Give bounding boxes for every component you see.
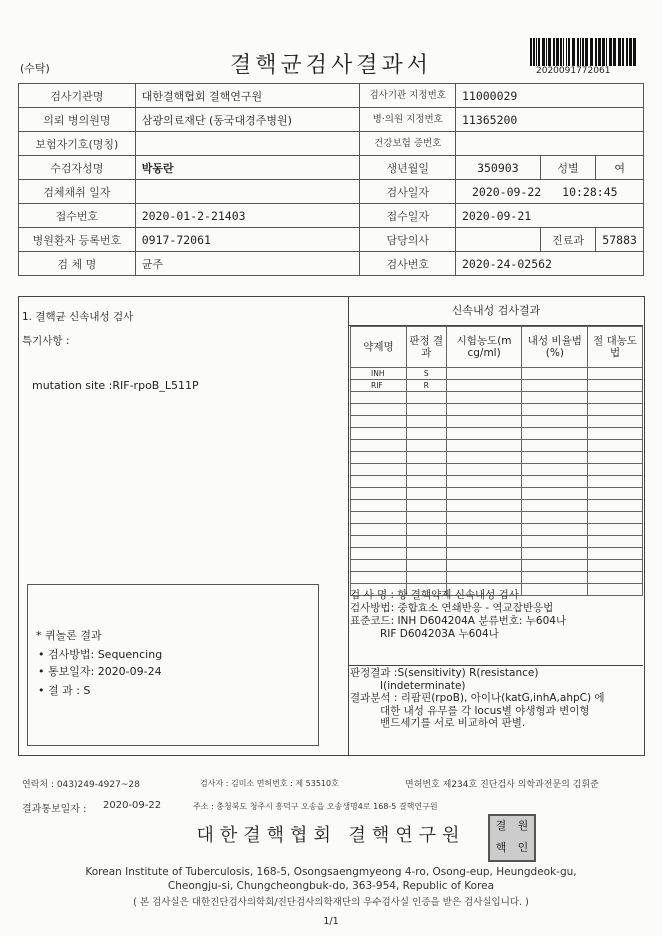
page-title: 결핵균검사결과서 xyxy=(229,53,433,78)
empty-row xyxy=(351,392,643,404)
barcode-bar xyxy=(590,38,593,66)
empty-cell xyxy=(446,560,522,572)
empty-cell xyxy=(406,560,446,572)
empty-cell xyxy=(446,524,522,536)
empty-cell xyxy=(522,476,588,488)
test-no-value: 2020-24-02562 xyxy=(455,252,643,276)
quinolone-title: * 퀴놀론 결과 xyxy=(36,629,102,642)
specimen-value: 균주 xyxy=(135,252,360,276)
examiner: 검사자 : 김미소 면허번호 : 제 53510호 xyxy=(200,779,339,788)
empty-cell xyxy=(522,572,588,584)
director: 면허번호 제234호 진단검사 의학과전문의 김휘준 xyxy=(405,780,599,790)
empty-cell xyxy=(351,464,407,476)
empty-cell xyxy=(446,512,522,524)
patient-label: 수검자성명 xyxy=(19,156,136,180)
barcode-bar xyxy=(606,38,607,66)
empty-cell xyxy=(446,440,522,452)
barcode-bar xyxy=(553,38,555,66)
mutation-site: mutation site :RIF-rpoB_L511P xyxy=(32,379,199,392)
stamp-char: 결 xyxy=(495,819,507,832)
empty-cell xyxy=(406,452,446,464)
agency-label: 검사기관명 xyxy=(19,84,136,108)
patient-value: 박동란 xyxy=(135,156,360,180)
abs-cell xyxy=(588,368,643,380)
empty-cell xyxy=(588,452,643,464)
drug-cell: INH xyxy=(351,368,407,380)
empty-cell xyxy=(406,440,446,452)
empty-cell xyxy=(522,416,588,428)
empty-row xyxy=(351,464,643,476)
empty-cell xyxy=(588,524,643,536)
empty-cell xyxy=(351,512,407,524)
empty-cell xyxy=(588,560,643,572)
empty-cell xyxy=(406,548,446,560)
barcode-bar xyxy=(546,38,547,66)
empty-cell xyxy=(522,464,588,476)
empty-cell xyxy=(522,548,588,560)
address-en-1: Korean Institute of Tuberculosis, 168-5, Osongsaengmyeong 4-ro, Osong-eup, Heungdeok-gu, xyxy=(85,866,577,878)
empty-cell xyxy=(446,464,522,476)
barcode-bar xyxy=(580,38,581,66)
col-abs: 절 대농도 법 xyxy=(588,327,643,368)
empty-row xyxy=(351,512,643,524)
empty-cell xyxy=(406,428,446,440)
empty-cell xyxy=(446,572,522,584)
empty-cell xyxy=(588,392,643,404)
hospital-value: 삼광의료재단 (동국대경주병원) xyxy=(135,108,360,132)
empty-cell xyxy=(522,404,588,416)
method-line: 표준코드: INH D604204A 분류번호: 누604나 xyxy=(350,615,567,627)
barcode-bar xyxy=(595,38,597,66)
empty-cell xyxy=(588,464,643,476)
empty-cell xyxy=(446,452,522,464)
section-title: 1. 결핵균 신속내성 검사 xyxy=(22,311,134,323)
empty-cell xyxy=(522,536,588,548)
patient-info-table xyxy=(18,83,644,276)
empty-row xyxy=(351,560,643,572)
barcode-bar xyxy=(560,38,562,66)
agency-no-label: 검사기관 지정번호 xyxy=(360,84,455,108)
empty-cell xyxy=(446,392,522,404)
seal-stamp xyxy=(488,814,536,862)
quinolone-notify-date: • 통보일자: 2020-09-24 xyxy=(38,665,162,678)
stamp-char: 원 xyxy=(517,819,529,832)
specimen-label: 검 체 명 xyxy=(19,252,136,276)
empty-cell xyxy=(588,548,643,560)
method-line: 검사방법: 중합효소 연쇄반응 - 역교잡반응법 xyxy=(350,602,554,614)
barcode-bar xyxy=(572,38,575,66)
susceptibility-table xyxy=(350,326,643,596)
empty-cell xyxy=(588,440,643,452)
empty-row xyxy=(351,476,643,488)
collect-date-label: 검체채취 일자 xyxy=(19,180,136,204)
empty-cell xyxy=(351,572,407,584)
empty-cell xyxy=(588,416,643,428)
receipt-date-label: 접수일자 xyxy=(360,204,455,228)
empty-row xyxy=(351,428,643,440)
receipt-no-label: 접수번호 xyxy=(19,204,136,228)
certification-note: ( 본 검사실은 대한진단검사의학회/진단검사의학재단의 우수검사실 인증을 받은 검사실입니다. ) xyxy=(133,897,529,908)
empty-cell xyxy=(446,548,522,560)
barcode-bar xyxy=(556,38,559,66)
receipt-date-value: 2020-09-21 xyxy=(455,204,643,228)
doctor-value xyxy=(455,228,540,252)
empty-cell xyxy=(406,512,446,524)
empty-row xyxy=(351,488,643,500)
empty-cell xyxy=(406,488,446,500)
empty-cell xyxy=(351,536,407,548)
interp-line: 결과분석 : 리팜핀(rpoB), 아이나(katG,inhA,ahpC) 에 xyxy=(350,692,605,704)
barcode-icon xyxy=(530,38,636,66)
col-ratio: 내성 비율범(%) xyxy=(522,327,588,368)
test-date-value xyxy=(455,180,643,204)
col-drug: 약제명 xyxy=(351,327,407,368)
divider xyxy=(349,665,643,666)
barcode-bar xyxy=(538,38,540,66)
empty-row xyxy=(351,524,643,536)
barcode-bar xyxy=(548,38,551,66)
empty-cell xyxy=(406,464,446,476)
empty-cell xyxy=(588,488,643,500)
empty-cell xyxy=(446,488,522,500)
empty-cell xyxy=(522,440,588,452)
barcode-bar xyxy=(563,38,564,66)
empty-cell xyxy=(351,392,407,404)
health-ins-value xyxy=(455,132,643,156)
empty-cell xyxy=(351,440,407,452)
empty-cell xyxy=(522,560,588,572)
empty-cell xyxy=(406,416,446,428)
interp-line: 밴드세기를 서로 비교하여 판별. xyxy=(380,717,526,729)
agency-no-value: 11000029 xyxy=(455,84,643,108)
barcode-number: 2020091772061 xyxy=(536,66,611,76)
remarks-label: 특기사항 : xyxy=(22,335,70,347)
empty-cell xyxy=(522,524,588,536)
address-kr: 주소 : 충청북도 청주시 흥덕구 오송읍 오송생명4로 168-5 결핵연구원 xyxy=(193,802,438,811)
ratio-cell xyxy=(522,380,588,392)
abs-cell xyxy=(588,380,643,392)
empty-cell xyxy=(522,500,588,512)
empty-cell xyxy=(351,500,407,512)
barcode-bar xyxy=(542,38,545,66)
interp-line: 대한 내성 유무를 각 locus별 야생형과 변이형 xyxy=(380,704,590,717)
address-en-2: Cheongju-si, Chungcheongbuk-do, 363-954, Republic of Korea xyxy=(167,880,495,892)
empty-cell xyxy=(446,428,522,440)
empty-cell xyxy=(351,476,407,488)
barcode-bar xyxy=(602,38,605,66)
barcode-bar xyxy=(609,38,612,66)
empty-cell xyxy=(446,476,522,488)
empty-cell xyxy=(522,512,588,524)
hospital-no-value: 11365200 xyxy=(455,108,643,132)
empty-cell xyxy=(588,428,643,440)
hospital-label: 의뢰 병의원명 xyxy=(19,108,136,132)
empty-row xyxy=(351,452,643,464)
susceptibility-row xyxy=(351,368,643,380)
empty-cell xyxy=(446,500,522,512)
birth-label: 생년월일 xyxy=(360,156,455,180)
institution-name: 대한결핵협회 결핵연구원 xyxy=(196,825,466,846)
empty-cell xyxy=(351,488,407,500)
barcode-bar xyxy=(618,38,621,66)
chart-no-label: 병원환자 등록번호 xyxy=(19,228,136,252)
col-judge: 판정 결과 xyxy=(406,327,446,368)
method-line: 검 사 명 : 항 결핵약제 신속내성 검사 xyxy=(350,589,519,601)
empty-cell xyxy=(446,404,522,416)
stamp-char: 핵 xyxy=(495,841,507,854)
interpretation-block xyxy=(350,667,642,730)
empty-cell xyxy=(351,524,407,536)
empty-cell xyxy=(522,392,588,404)
col-conc: 시험농도(m cg/ml) xyxy=(446,327,522,368)
empty-cell xyxy=(351,548,407,560)
collect-date-value xyxy=(135,180,360,204)
empty-cell xyxy=(588,512,643,524)
document-type: (수탁) xyxy=(20,62,50,75)
barcode-bar xyxy=(530,38,532,66)
notify-label: 결과통보일자 : xyxy=(22,804,87,815)
section-divider xyxy=(348,296,349,755)
result-cell: R xyxy=(406,380,446,392)
barcode-bar xyxy=(613,38,616,66)
barcode-bar xyxy=(629,38,632,66)
result-cell: S xyxy=(406,368,446,380)
empty-cell xyxy=(351,560,407,572)
sex-value: 여 xyxy=(596,156,644,180)
interp-line: I(indeterminate) xyxy=(380,679,466,692)
empty-cell xyxy=(406,536,446,548)
empty-cell xyxy=(351,452,407,464)
contact: 연락처 : 043)249-4927~28 xyxy=(22,780,140,790)
empty-cell xyxy=(588,572,643,584)
notify-date: 2020-09-22 xyxy=(103,800,162,811)
empty-row xyxy=(351,548,643,560)
susceptibility-header: 신속내성 검사결과 xyxy=(349,297,643,326)
empty-cell xyxy=(406,524,446,536)
empty-cell xyxy=(522,452,588,464)
empty-cell xyxy=(351,416,407,428)
dept-label: 진료과 xyxy=(540,228,596,252)
page-number: 1/1 xyxy=(323,916,339,927)
empty-cell xyxy=(588,404,643,416)
empty-cell xyxy=(588,476,643,488)
test-time: 10:28:45 xyxy=(562,184,618,199)
birth-value: 350903 xyxy=(455,156,540,180)
empty-cell xyxy=(406,572,446,584)
barcode-bar xyxy=(626,38,628,66)
empty-row xyxy=(351,536,643,548)
test-no-label: 검사번호 xyxy=(360,252,455,276)
empty-cell xyxy=(406,500,446,512)
ratio-cell xyxy=(522,368,588,380)
hospital-no-label: 병·의원 지정번호 xyxy=(360,108,455,132)
conc-cell xyxy=(446,380,522,392)
empty-row xyxy=(351,500,643,512)
barcode-bar xyxy=(536,38,537,66)
barcode-bar xyxy=(598,38,601,66)
empty-cell xyxy=(522,488,588,500)
empty-cell xyxy=(351,404,407,416)
barcode-bar xyxy=(577,38,579,66)
test-date-label: 검사일자 xyxy=(360,180,455,204)
barcode-bar xyxy=(585,38,588,66)
method-block xyxy=(350,589,642,641)
dept-value: 57883 xyxy=(596,228,644,252)
empty-row xyxy=(351,404,643,416)
insured-value xyxy=(135,132,360,156)
test-date: 2020-09-22 xyxy=(471,184,542,199)
health-ins-label: 건강보험 증번호 xyxy=(360,132,455,156)
sex-label: 성별 xyxy=(540,156,596,180)
empty-row xyxy=(351,416,643,428)
interp-line: 판정결과 :S(sensitivity) R(resistance) xyxy=(350,667,539,679)
barcode-bar xyxy=(622,38,624,66)
empty-cell xyxy=(588,500,643,512)
quinolone-result: • 결 과 : S xyxy=(38,684,91,697)
empty-cell xyxy=(446,536,522,548)
drug-cell: RIF xyxy=(351,380,407,392)
empty-cell xyxy=(406,392,446,404)
empty-row xyxy=(351,572,643,584)
agency-value: 대한결핵협회 결핵연구원 xyxy=(135,84,360,108)
empty-row xyxy=(351,440,643,452)
empty-cell xyxy=(522,428,588,440)
barcode-bar xyxy=(633,38,636,66)
conc-cell xyxy=(446,368,522,380)
empty-cell xyxy=(406,404,446,416)
insured-label: 보험자기호(명칭) xyxy=(19,132,136,156)
barcode-bar xyxy=(533,38,535,66)
barcode-bar xyxy=(582,38,584,66)
empty-cell xyxy=(351,428,407,440)
chart-no-value: 0917-72061 xyxy=(135,228,360,252)
method-line: RIF D604203A 누604나 xyxy=(380,628,499,640)
empty-cell xyxy=(446,416,522,428)
doctor-label: 담당의사 xyxy=(360,228,455,252)
receipt-no-value: 2020-01-2-21403 xyxy=(135,204,360,228)
barcode-bar xyxy=(568,38,570,66)
stamp-char: 인 xyxy=(517,841,529,854)
empty-cell xyxy=(406,476,446,488)
susceptibility-row xyxy=(351,380,643,392)
barcode-bar xyxy=(566,38,567,66)
empty-cell xyxy=(588,536,643,548)
quinolone-method: • 검사방법: Sequencing xyxy=(38,648,163,661)
